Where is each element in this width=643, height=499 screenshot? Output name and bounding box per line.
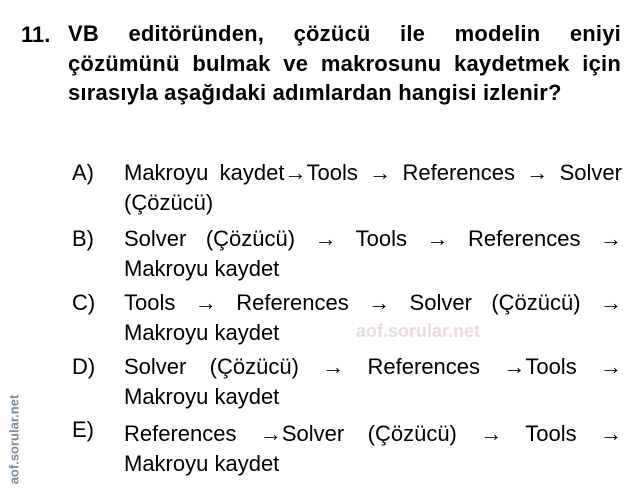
- option-label: A): [72, 160, 94, 185]
- option-text: Solver (Çözücü) → Tools → References → Makroyu kaydet: [124, 226, 622, 281]
- watermark-side: aof.sorular.net: [6, 394, 22, 485]
- question-text: VB editöründen, çözücü ile modelin eniyi çözümünü bulmak ve makrosunu kaydetmek için sırasıyla aşağıdaki adımlardan hangisi izlenir?: [68, 21, 621, 105]
- option-c[interactable]: [72, 288, 622, 347]
- option-d[interactable]: [72, 352, 622, 411]
- option-label: B): [72, 226, 94, 251]
- option-text: References →Solver (Çözücü) → Tools → Makroyu kaydet: [124, 421, 622, 476]
- option-b[interactable]: [72, 224, 622, 283]
- question-number: 11.: [21, 22, 51, 47]
- option-label: C): [72, 290, 96, 315]
- option-a[interactable]: [72, 158, 622, 217]
- option-text: Tools → References → Solver (Çözücü) → Makroyu kaydet: [124, 290, 622, 345]
- option-e[interactable]: [72, 419, 622, 478]
- option-label: E): [72, 417, 94, 442]
- option-label: D): [72, 354, 96, 379]
- option-text: Makroyu kaydet→Tools → References → Solver (Çözücü): [124, 160, 622, 215]
- option-text: Solver (Çözücü) → References →Tools → Makroyu kaydet: [124, 354, 622, 409]
- watermark-center: aof.sorular.net: [356, 321, 481, 341]
